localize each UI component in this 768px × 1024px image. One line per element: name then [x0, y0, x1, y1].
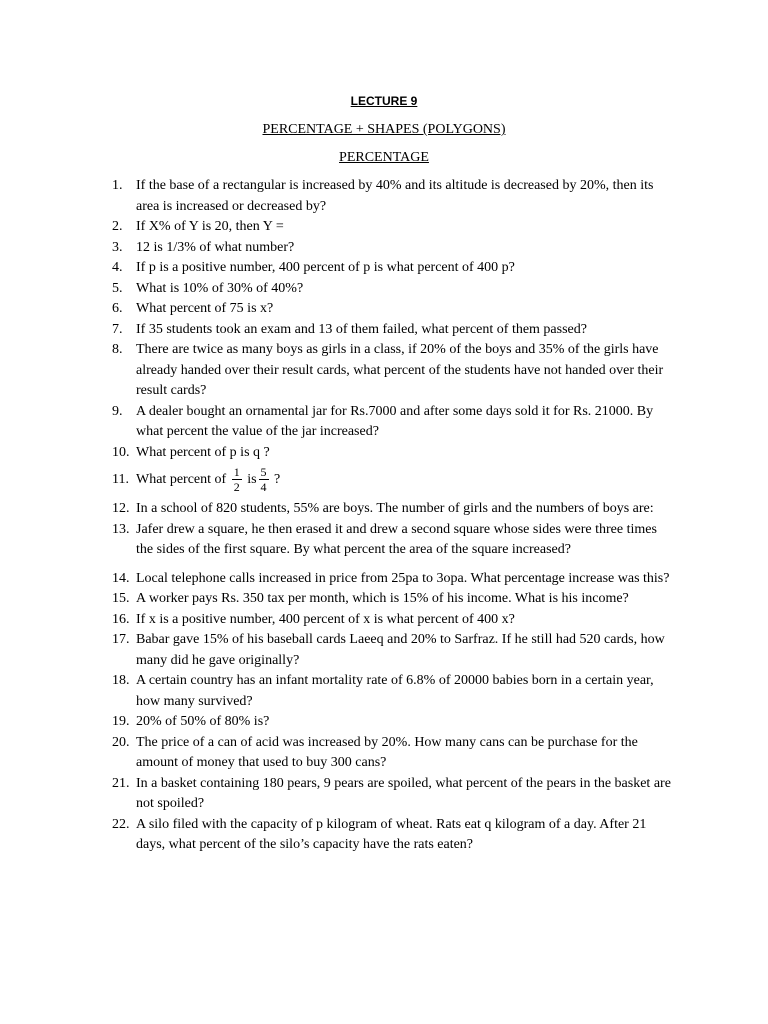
question-list	[0, 176, 768, 856]
page-title: PERCENTAGE + SHAPES (POLYGONS)	[262, 122, 506, 137]
question-text: If X% of Y is 20, then Y =	[136, 219, 284, 234]
question-text: What percent of p is q ?	[136, 444, 270, 460]
question-item	[0, 610, 676, 631]
question-text: A worker pays Rs. 350 tax per month, which is 15% of his income. What is his income?	[136, 591, 629, 606]
question-number: 15.	[112, 591, 130, 606]
question-text: Babar gave 15% of his baseball cards Laeeq and 20% to Sarfraz. If he still had 520 cards, how many did he gave originally?	[136, 632, 665, 668]
section-heading: PERCENTAGE	[339, 150, 429, 165]
question-number: 22.	[112, 816, 130, 832]
question-item	[0, 279, 676, 300]
question-item	[0, 443, 676, 464]
fraction-numerator: 5	[260, 465, 267, 480]
question-item	[0, 630, 676, 671]
question-item	[0, 320, 676, 341]
question-text: In a school of 820 students, 55% are boys. The number of girls and the numbers of boys are:	[136, 501, 654, 516]
question-item	[0, 340, 676, 402]
question-number: 4.	[112, 260, 123, 275]
question-item	[0, 217, 676, 238]
question-item	[0, 589, 676, 610]
question-text-mid: is	[243, 472, 257, 487]
question-number: 14.	[112, 570, 130, 586]
question-item	[0, 238, 676, 259]
fraction-denominator: 4	[260, 480, 267, 495]
question-number: 18.	[112, 673, 130, 688]
fraction-numerator: 1	[233, 465, 240, 480]
question-text: If p is a positive number, 400 percent of p is what percent of 400 p?	[136, 260, 515, 275]
question-number: 19.	[112, 714, 130, 729]
question-number: 5.	[112, 280, 123, 296]
question-number: 6.	[112, 301, 123, 316]
question-number: 10.	[112, 444, 130, 460]
question-item	[0, 733, 676, 774]
question-item	[0, 520, 676, 561]
question-text: A certain country has an infant mortality rate of 6.8% of 20000 babies born in a certain year, how many survived?	[136, 673, 654, 709]
question-number: 1.	[112, 178, 123, 193]
question-text: Local telephone calls increased in price from 25pa to 3opa. What percentage increase was this?	[136, 570, 670, 586]
question-number: 13.	[112, 521, 130, 537]
question-item	[0, 258, 676, 279]
fraction	[232, 465, 242, 494]
question-item	[0, 176, 676, 217]
question-text: If the base of a rectangular is increased by 40% and its altitude is decreased by 20%, then its area is increased or decreased by?	[136, 178, 654, 214]
question-number: 20.	[112, 734, 130, 750]
question-number: 3.	[112, 239, 123, 255]
question-item	[0, 402, 676, 443]
question-item	[0, 815, 676, 856]
question-item	[0, 774, 676, 815]
question-text-prefix: What percent of	[136, 472, 230, 487]
question-text: A dealer bought an ornamental jar for Rs.7000 and after some days sold it for Rs. 21000. By what percent the value of the jar increased?	[136, 403, 654, 439]
question-text: In a basket containing 180 pears, 9 pears are spoiled, what percent of the pears in the basket are not spoiled?	[136, 775, 671, 811]
question-text: What percent of 75 is x?	[136, 301, 274, 316]
question-text: Jafer drew a square, he then erased it and drew a second square whose sides were three times the sides of the first square. By what percent the area of the square increased?	[136, 521, 657, 557]
fraction	[259, 465, 269, 494]
question-item	[0, 463, 676, 499]
question-number: 16.	[112, 611, 130, 627]
question-number: 8.	[112, 342, 123, 357]
fraction-denominator: 2	[233, 480, 240, 495]
question-number: 2.	[112, 219, 123, 234]
question-number: 21.	[112, 775, 130, 791]
question-item	[0, 299, 676, 320]
question-number: 17.	[112, 632, 130, 647]
question-text: There are twice as many boys as girls in a class, if 20% of the boys and 35% of the girls have already handed over their result cards, what percent of the students have not handed over their result cards?	[136, 342, 664, 398]
question-number: 7.	[112, 321, 123, 337]
question-text-suffix: ?	[270, 472, 281, 487]
question-text: What is 10% of 30% of 40%?	[136, 280, 304, 296]
question-number: 9.	[112, 403, 123, 419]
lecture-heading: LECTURE 9	[350, 94, 418, 108]
question-text: The price of a can of acid was increased by 20%. How many cans can be purchase for the amount of money that used to buy 300 cans?	[136, 734, 638, 770]
question-text: 12 is 1/3% of what number?	[136, 239, 295, 255]
question-item	[0, 671, 676, 712]
question-item	[0, 499, 676, 520]
question-text: If x is a positive number, 400 percent of x is what percent of 400 x?	[136, 611, 515, 627]
question-item	[0, 569, 676, 590]
question-number: 11.	[112, 472, 129, 487]
question-number: 12.	[112, 501, 130, 516]
question-text: A silo filed with the capacity of p kilogram of wheat. Rats eat q kilogram of a day. After 21 days, what percent of the silo’s capacity have the rats eaten?	[136, 816, 647, 852]
question-text: 20% of 50% of 80% is?	[136, 714, 270, 729]
question-item	[0, 712, 676, 733]
question-text: If 35 students took an exam and 13 of them failed, what percent of them passed?	[136, 321, 587, 337]
